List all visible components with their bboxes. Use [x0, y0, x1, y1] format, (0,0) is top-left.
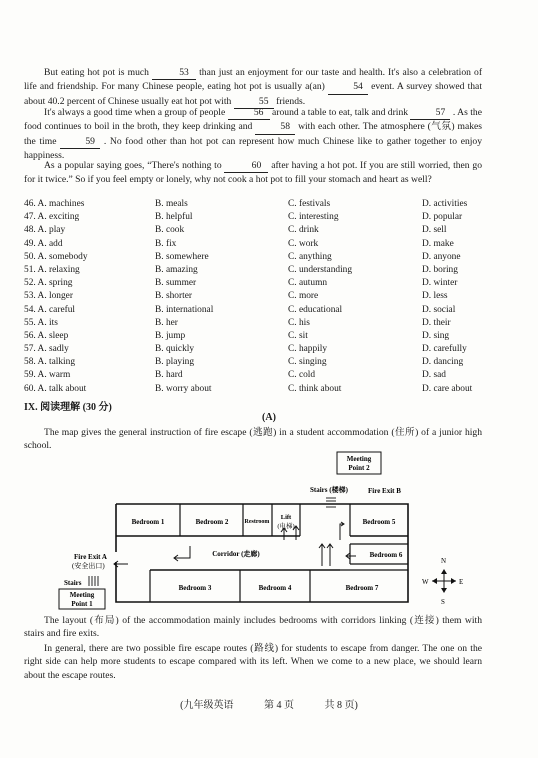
bedroom-4-label: Bedroom 4 [258, 584, 292, 592]
option-row-49: 49. A. add B. fix C. work D. make [24, 238, 454, 249]
corridor-label: Corridor (走廊) [212, 550, 260, 558]
passage-paragraph-2: It's always a good time when a group of people 56 around a table to eat, talk and drink 57 . As the food continues to boil in the broth, they keep drinking and 58 with each other. The atmosphere (气氛) makes the time 59 . No food other than hot pot can represent how much Chinese like to gather together to enjoy happiness. [24, 107, 483, 162]
stairs-label-top: Stairs (楼梯) [310, 486, 348, 494]
passage-paragraph-3: As a popular saying goes, “There's nothing to 60 after having a hot pot. If you are still worried, then go for it twice.” So if you feel empty or lonely, why not cook a hot pot to fill your stomach and heart as well? [24, 160, 482, 186]
section-part-label: (A) [262, 412, 276, 423]
option-row-59: 59. A. warm B. hard C. cold D. sad [24, 370, 446, 381]
compass-icon [432, 569, 456, 593]
option-row-58: 58. A. talking B. playing C. singing D. dancing [24, 357, 464, 368]
footer-subject: (九年级英语 [180, 700, 234, 711]
fire-escape-map [0, 448, 538, 618]
option-row-54: 54. A. careful B. international C. educational D. social [24, 304, 456, 315]
reading-intro: The map gives the general instruction of fire escape (逃跑) in a student accommodation (住所) of a junior high school. [24, 427, 482, 452]
bedroom-2-label: Bedroom 2 [195, 518, 229, 526]
page-footer [0, 696, 538, 711]
blank-57: 57 [410, 106, 450, 120]
answer-options [24, 198, 494, 396]
blank-54: 54 [328, 80, 368, 94]
bedroom-6-label: Bedroom 6 [369, 551, 403, 559]
blank-55: 55 [234, 95, 274, 109]
bedroom-5-label: Bedroom 5 [362, 518, 396, 526]
footer-total: 共 8 页) [324, 700, 358, 711]
compass-east: E [459, 578, 464, 586]
option-row-47: 47. A. exciting B. helpful C. interesting D. popular [24, 212, 463, 223]
blank-58: 58 [255, 120, 295, 134]
blank-56: 56 [228, 106, 270, 120]
compass-west: W [422, 578, 429, 586]
blank-59: 59 [60, 135, 100, 149]
option-row-57: 57. A. sadly B. quickly C. happily D. carefully [24, 344, 467, 355]
compass-north: N [441, 557, 447, 565]
option-row-50: 50. A. somebody B. somewhere C. anything D. anyone [24, 251, 461, 262]
lift-label-cn: (电梯) [277, 523, 295, 530]
reading-routes-paragraph: In general, there are two possible fire escape routes (路线) for students to escape from danger. The one on the right side can help more students to escape compared with its left. When we come to a new place, we should learn about the escape routes. [24, 643, 482, 681]
fire-exit-b-label: Fire Exit B [368, 487, 401, 495]
compass-south: S [441, 598, 445, 606]
passage-paragraph-1: But eating hot pot is much 53 than just an enjoyment for our taste and health. It's also a celebration of life and friendship. For many Chinese people, eating hot pot is usually a(an) 54 event. A survey showed that about 40.2 percent of Chinese usually eat hot pot with 55 friends. [24, 66, 482, 109]
reading-layout-paragraph: The layout (布局) of the accommodation mainly includes bedrooms with corridors linking (连接) them with stairs and fire exits. [24, 615, 482, 640]
fire-exit-a-label-cn: (安全出口) [72, 562, 105, 570]
bedroom-1-label: Bedroom 1 [131, 518, 165, 526]
lift-label: Lift [280, 514, 292, 521]
footer-page: 第 4 页 [264, 700, 294, 711]
stairs-label-left: Stairs [64, 579, 82, 587]
option-row-53: 53. A. longer B. shorter C. more D. less [24, 291, 448, 302]
option-row-55: 55. A. its B. her C. his D. their [24, 317, 451, 328]
section-heading: IX. 阅读理解 (30 分) [24, 402, 112, 413]
bedroom-7-label: Bedroom 7 [345, 584, 379, 592]
blank-60: 60 [224, 159, 268, 173]
restroom-label: Restroom [244, 519, 270, 525]
option-row-46: 46. A. machines B. meals C. festivals D. activities [24, 199, 468, 209]
option-row-60: 60. A. talk about B. worry about C. think about D. care about [24, 383, 473, 394]
bedroom-3-label: Bedroom 3 [178, 584, 212, 592]
option-row-52: 52. A. spring B. summer C. autumn D. winter [24, 278, 458, 289]
stairs-icon-left [89, 576, 98, 586]
option-row-48: 48. A. play B. cook C. drink D. sell [24, 225, 447, 236]
option-row-56: 56. A. sleep B. jump C. sit D. sing [24, 330, 450, 341]
option-row-51: 51. A. relaxing B. amazing C. understanding D. boring [24, 264, 458, 275]
meeting-point-1-label: Meeting [69, 591, 95, 599]
blank-53: 53 [152, 66, 196, 80]
meeting-point-2-label: Meeting [346, 455, 372, 463]
fire-exit-a-label: Fire Exit A [74, 553, 107, 561]
meeting-point-2-label-2: Point 2 [348, 464, 370, 472]
stairs-icon-top [326, 498, 336, 507]
meeting-point-1-label-2: Point 1 [71, 600, 93, 608]
escape-route-arrows [114, 522, 356, 567]
